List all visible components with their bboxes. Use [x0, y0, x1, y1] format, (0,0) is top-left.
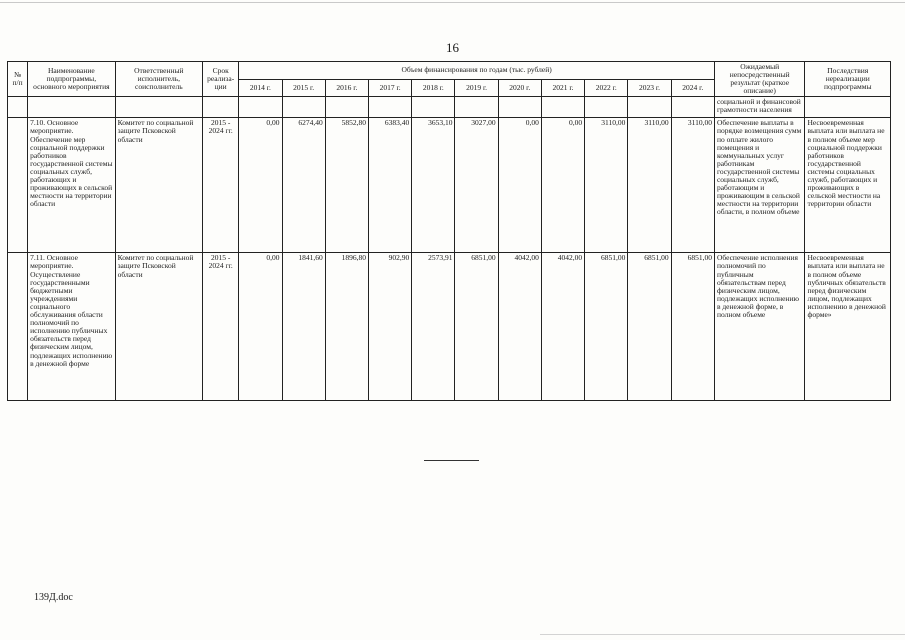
row-value: 4042,00: [541, 253, 584, 401]
header-term: Срок реализа-ции: [203, 62, 239, 97]
header-consequences: Последствия нереализации подпрограммы: [805, 62, 891, 97]
row-executor: Комитет по социальной защите Псковской области: [115, 253, 202, 401]
row-value: 3110,00: [671, 118, 714, 253]
row-consequences: Несвоевременная выплата или выплата не в полном объеме мер социальной поддержки работников государственной системы социальных служб, работающих и проживающих в сельской местности на территории области: [805, 118, 891, 253]
header-year: 2016 г.: [325, 79, 368, 97]
row-result: Обеспечение выплаты в порядке возмещения сумм по оплате жилого помещения и коммунальных услуг работникам государственной системы социальных служб, работающим и проживающим в сельской местности на территории области, в полном объеме: [714, 118, 805, 253]
row-value: 3653,10: [412, 118, 455, 253]
header-year: 2015 г.: [282, 79, 325, 97]
header-year: 2017 г.: [368, 79, 411, 97]
header-name: Наименование подпрограммы, основного мероприятия: [28, 62, 115, 97]
row-value: 6851,00: [455, 253, 498, 401]
header-year: 2018 г.: [412, 79, 455, 97]
row-term: 2015 - 2024 гг.: [203, 118, 239, 253]
header-year: 2023 г.: [628, 79, 671, 97]
header-year: 2014 г.: [239, 79, 282, 97]
row-value: 0,00: [541, 118, 584, 253]
header-year: 2024 г.: [671, 79, 714, 97]
table-row: [8, 118, 891, 253]
row-name: 7.11. Основное мероприятие. Осуществление государственными бюджетными учреждениями социального обслуживания области полномочий по исполнению публичных обязательств перед физическим лицом, подлежащих исполнению в денежной форме: [28, 253, 115, 401]
row-term: 2015 - 2024 гг.: [203, 253, 239, 401]
continuation-row: [8, 97, 891, 118]
row-value: 6851,00: [671, 253, 714, 401]
row-value: 3110,00: [585, 118, 628, 253]
header-num: № п/п: [8, 62, 28, 97]
row-value: 902,90: [368, 253, 411, 401]
row-value: 1896,80: [325, 253, 368, 401]
header-funding: Объем финансирования по годам (тыс. рублей): [239, 62, 715, 80]
row-value: 5852,80: [325, 118, 368, 253]
row-value: 6851,00: [628, 253, 671, 401]
end-divider: [424, 460, 479, 461]
row-value: 1841,60: [282, 253, 325, 401]
row-consequences: Несвоевременная выплата или выплата не в полном объеме публичных обязательств перед физическим лицом, подлежащих исполнению в денежной форме»: [805, 253, 891, 401]
continuation-text: социальной и финансовой грамотности населения: [714, 97, 805, 118]
row-value: 6851,00: [585, 253, 628, 401]
header-result: Ожидаемый непосредственный результат (краткое описание): [714, 62, 805, 97]
row-name: 7.10. Основное мероприятие. Обеспечение мер социальной поддержки работников государственной системы социальных служб, работающих и проживающих в сельской местности на территории области: [28, 118, 115, 253]
footer-filename: 139Д.doc: [34, 592, 73, 603]
row-value: 3027,00: [455, 118, 498, 253]
funding-table: [7, 61, 891, 401]
table-row: [8, 253, 891, 401]
row-value: 0,00: [239, 118, 282, 253]
row-value: 0,00: [239, 253, 282, 401]
header-year: 2019 г.: [455, 79, 498, 97]
row-value: 0,00: [498, 118, 541, 253]
row-value: 3110,00: [628, 118, 671, 253]
header-year: 2021 г.: [541, 79, 584, 97]
row-value: 6274,40: [282, 118, 325, 253]
row-value: 4042,00: [498, 253, 541, 401]
row-executor: Комитет по социальной защите Псковской области: [115, 118, 202, 253]
row-value: 2573,91: [412, 253, 455, 401]
scan-edge-top: [0, 2, 905, 3]
scan-edge-bottom: [540, 634, 905, 635]
page-number: 16: [446, 40, 459, 55]
row-value: 6383,40: [368, 118, 411, 253]
header-executor: Ответственный исполнитель, соисполнитель: [115, 62, 202, 97]
header-year: 2022 г.: [585, 79, 628, 97]
header-year: 2020 г.: [498, 79, 541, 97]
row-result: Обеспечение исполнения полномочий по публичным обязательствам перед физическим лицом, подлежащих исполнению в денежной форме, в полном объеме: [714, 253, 805, 401]
